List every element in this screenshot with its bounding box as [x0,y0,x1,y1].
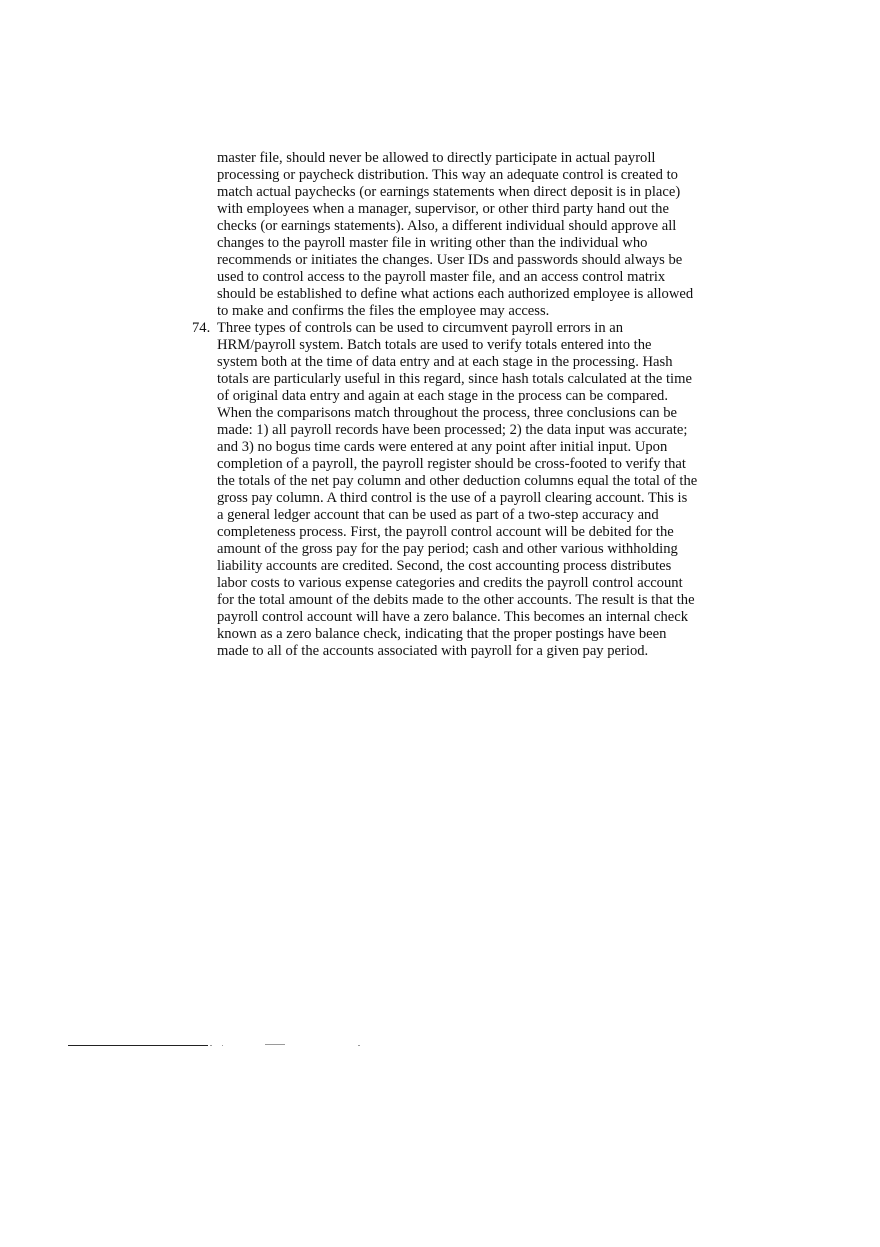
text-line: to make and confirms the files the employee may access. [217,303,550,319]
continued-paragraph [217,150,717,320]
text-line: for the total amount of the debits made to the other accounts. The result is that the [217,592,695,608]
text-line: made to all of the accounts associated with payroll for a given pay period. [217,643,649,659]
scan-artifacts [210,1044,370,1047]
text-line: Three types of controls can be used to circumvent payroll errors in an [217,320,624,336]
text-line: gross pay column. A third control is the use of a payroll clearing account. This is [217,490,688,506]
text-line: with employees when a manager, supervisor, or other third party hand out the [217,201,669,217]
text-line: master file, should never be allowed to directly participate in actual payroll [217,150,656,166]
text-line: labor costs to various expense categories and credits the payroll control account [217,575,683,591]
text-line: completeness process. First, the payroll control account will be debited for the [217,524,674,540]
text-line: amount of the gross pay for the pay period; cash and other various withholding [217,541,678,557]
text-line: match actual paychecks (or earnings statements when direct deposit is in place) [217,184,681,200]
text-line: and 3) no bogus time cards were entered at any point after initial input. Upon [217,439,668,455]
text-line: used to control access to the payroll master file, and an access control matrix [217,269,666,285]
text-line: liability accounts are credited. Second, the cost accounting process distributes [217,558,672,574]
text-line: checks (or earnings statements). Also, a different individual should approve all [217,218,677,234]
text-line: completion of a payroll, the payroll register should be cross-footed to verify that [217,456,686,472]
text-line: HRM/payroll system. Batch totals are used to verify totals entered into the [217,337,652,353]
text-line: of original data entry and again at each stage in the process can be compared. [217,388,668,404]
text-line: processing or paycheck distribution. This way an adequate control is created to [217,167,678,183]
text-line: payroll control account will have a zero balance. This becomes an internal check [217,609,688,625]
text-line: recommends or initiates the changes. User IDs and passwords should always be [217,252,683,268]
text-line: made: 1) all payroll records have been processed; 2) the data input was accurate; [217,422,688,438]
text-line: known as a zero balance check, indicating that the proper postings have been [217,626,667,642]
text-line: system both at the time of data entry and at each stage in the processing. Hash [217,354,673,370]
item-number: 74. [192,320,211,336]
list-item-74 [192,320,717,660]
text-line: a general ledger account that can be used as part of a two-step accuracy and [217,507,659,523]
text-line: When the comparisons match throughout the process, three conclusions can be [217,405,677,421]
text-line: changes to the payroll master file in writing other than the individual who [217,235,648,251]
text-line: the totals of the net pay column and other deduction columns equal the total of the [217,473,698,489]
text-line: should be established to define what actions each authorized employee is allowed [217,286,694,302]
text-line: totals are particularly useful in this regard, since hash totals calculated at the time [217,371,692,387]
footnote-separator [68,1045,208,1046]
body-text [192,150,717,660]
